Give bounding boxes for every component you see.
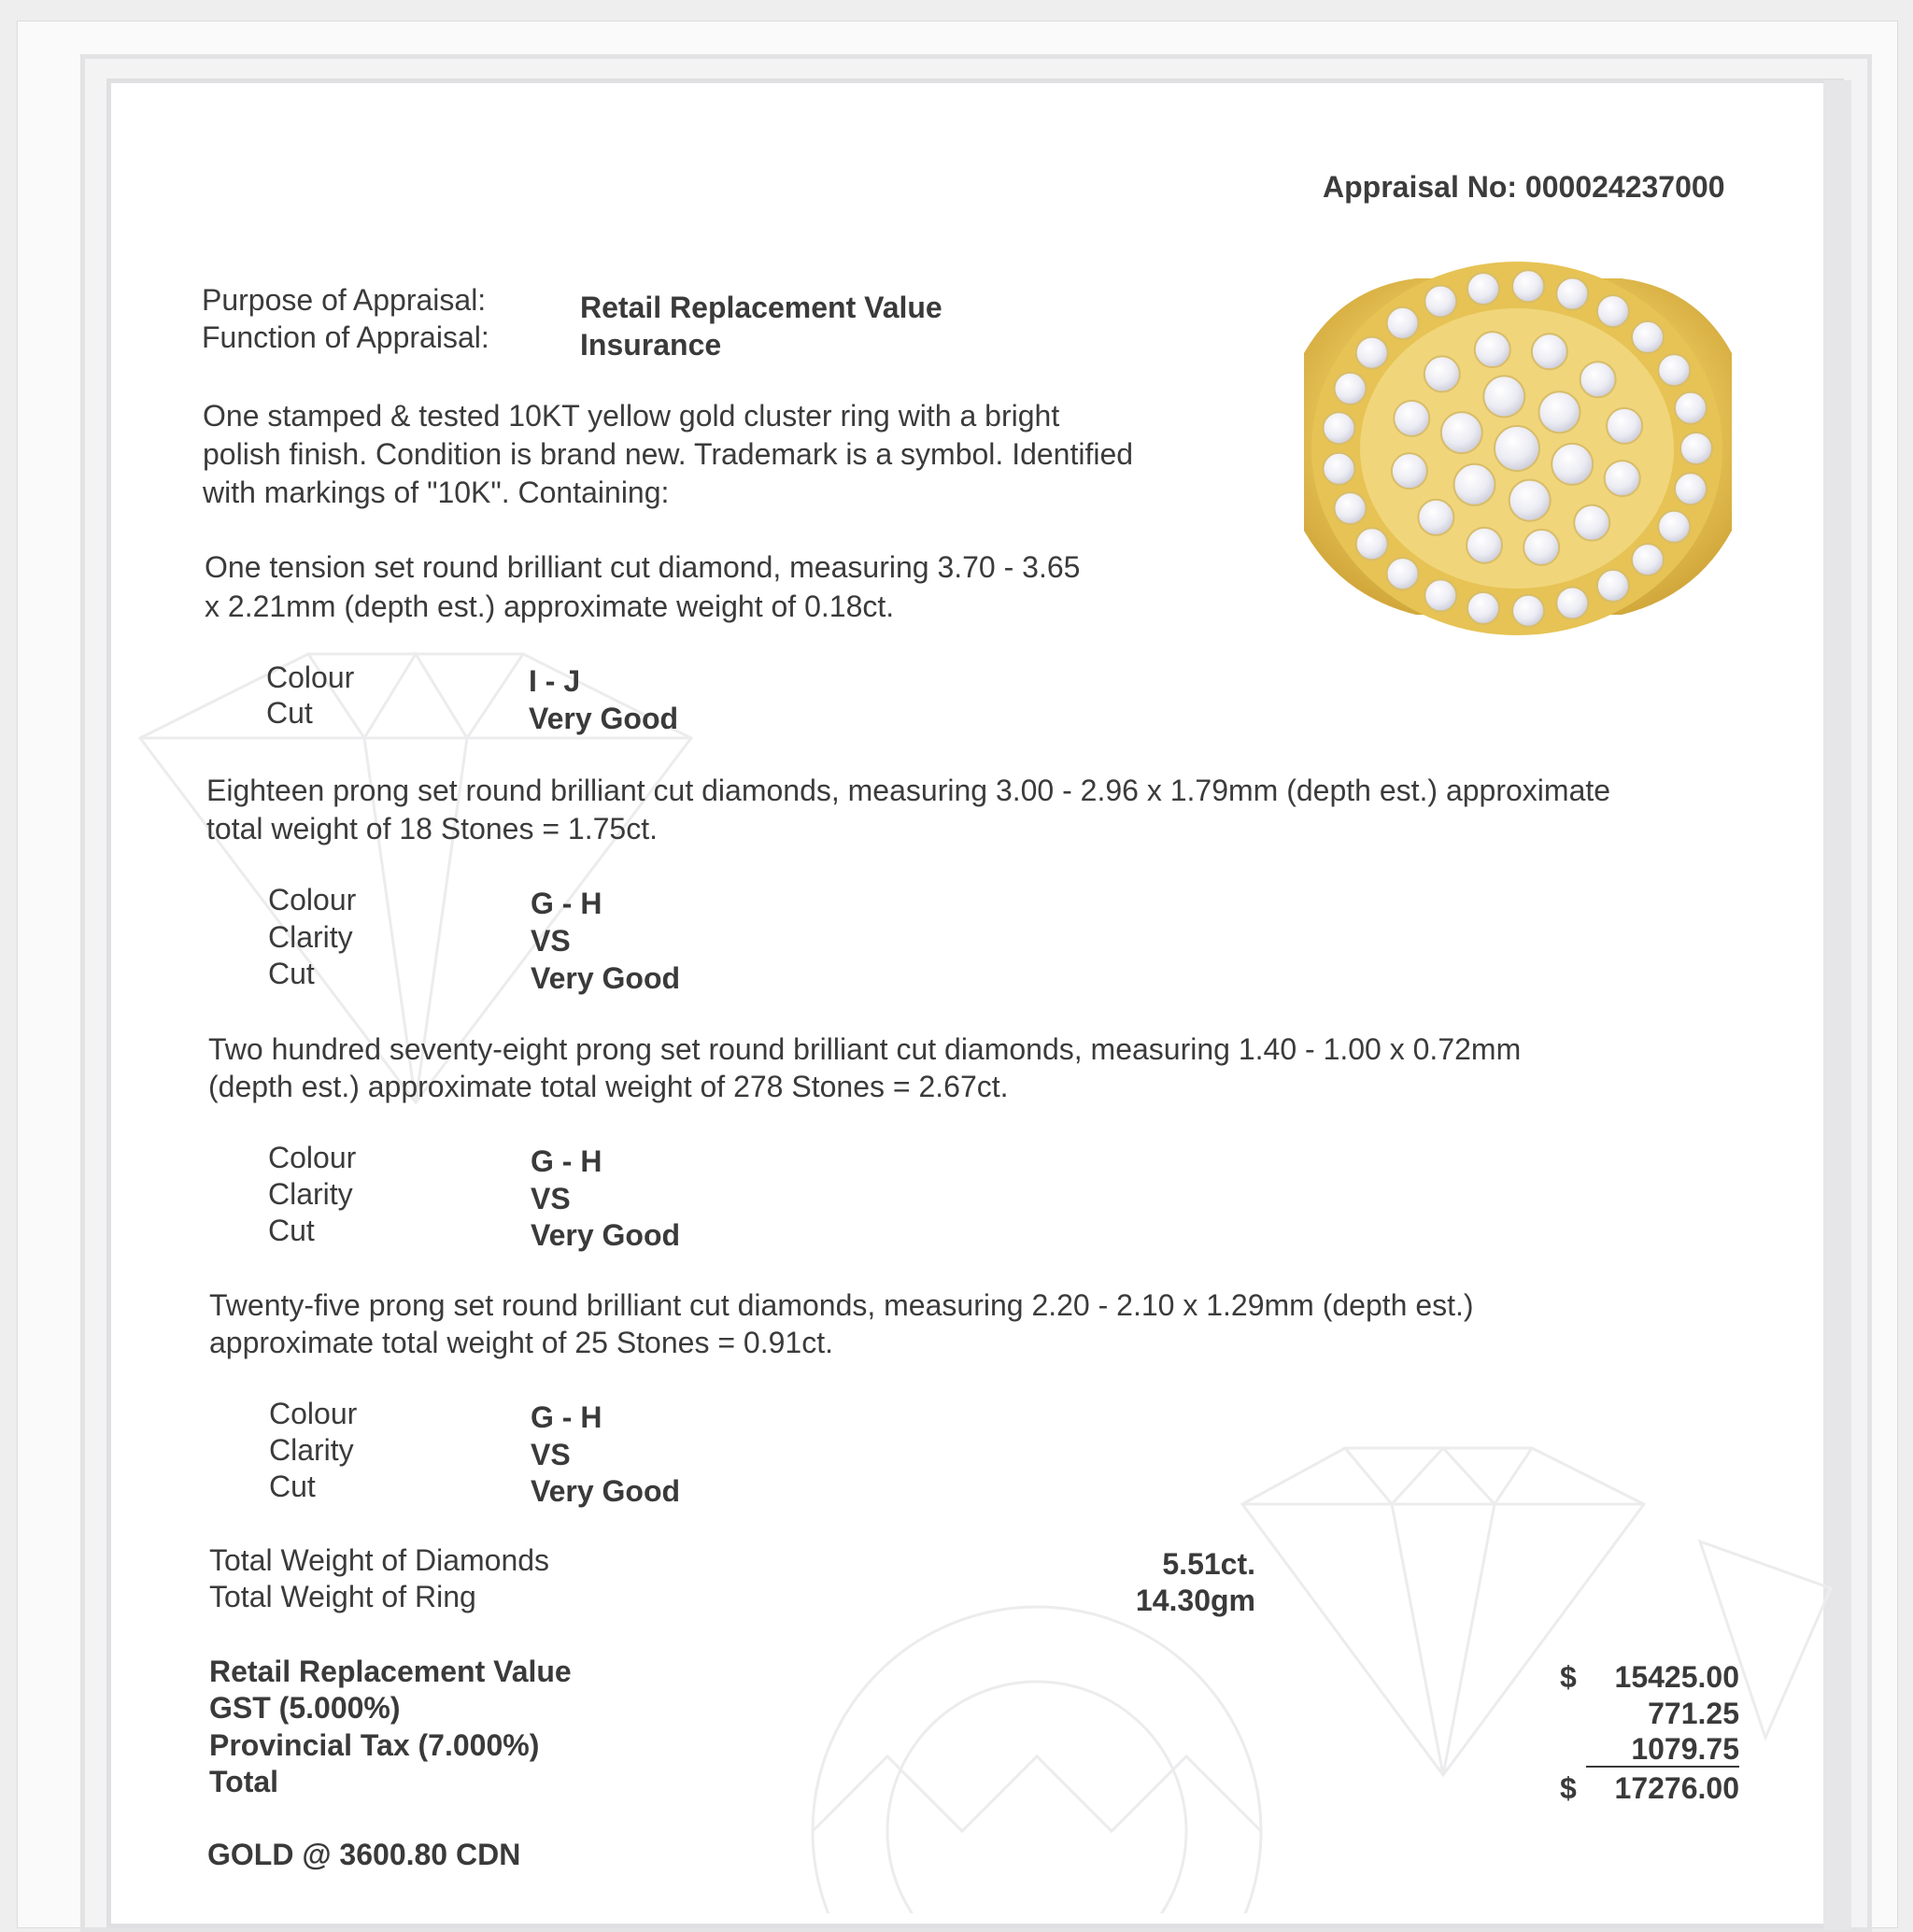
stone-description: One tension set round brilliant cut diamond, measuring 3.70 - 3.65 <box>205 550 1081 584</box>
purpose-label: Purpose of Appraisal: <box>202 283 487 317</box>
spec-label: Cut <box>266 696 313 730</box>
spec-label: Cut <box>268 957 315 990</box>
description-line: polish finish. Condition is brand new. Trademark is a symbol. Identified <box>203 437 1134 471</box>
spec-value: G - H <box>531 1400 602 1434</box>
spec-value: VS <box>531 1438 571 1471</box>
cluster-diamond <box>1424 356 1460 391</box>
cluster-diamond <box>1532 334 1567 369</box>
cluster-diamond <box>1418 500 1453 535</box>
gold-price: GOLD @ 3600.80 CDN <box>207 1838 521 1871</box>
total-value: 17276.00 <box>1614 1771 1739 1805</box>
halo-diamond <box>1335 373 1367 405</box>
halo-diamond <box>1675 473 1707 504</box>
sum-divider <box>1586 1766 1739 1768</box>
function-label: Function of Appraisal: <box>202 320 489 354</box>
halo-diamond <box>1424 579 1456 611</box>
spec-label: Cut <box>268 1214 315 1247</box>
frame-edge <box>1823 80 1851 1930</box>
total-diamonds-label: Total Weight of Diamonds <box>209 1543 550 1577</box>
halo-diamond <box>1387 307 1419 339</box>
cluster-diamond <box>1539 391 1580 433</box>
spec-label: Clarity <box>268 920 353 954</box>
currency-symbol: $ <box>1560 1660 1577 1694</box>
halo-diamond <box>1597 570 1629 602</box>
halo-diamond <box>1632 544 1664 575</box>
cluster-diamond <box>1607 408 1642 444</box>
spec-value: Very Good <box>529 702 679 735</box>
spec-label: Colour <box>269 1397 358 1430</box>
purpose-value: Retail Replacement Value <box>580 291 942 324</box>
halo-diamond <box>1597 295 1629 327</box>
halo-diamond <box>1512 595 1544 627</box>
stone-description: total weight of 18 Stones = 1.75ct. <box>206 812 658 845</box>
halo-diamond <box>1658 511 1690 543</box>
halo-diamond <box>1467 273 1499 305</box>
rrv-label: Retail Replacement Value <box>209 1655 572 1688</box>
function-value: Insurance <box>580 328 722 362</box>
halo-diamond <box>1356 337 1388 369</box>
spec-label: Clarity <box>268 1177 353 1211</box>
stone-description: x 2.21mm (depth est.) approximate weight of 0.18ct. <box>205 590 895 623</box>
spec-value: G - H <box>531 1144 602 1178</box>
cluster-diamond <box>1441 412 1482 453</box>
cluster-diamond <box>1483 376 1524 417</box>
halo-diamond <box>1424 286 1456 318</box>
cluster-diamond <box>1523 530 1559 565</box>
halo-diamond <box>1556 278 1588 310</box>
provincial-tax-value: 1079.75 <box>1631 1732 1739 1766</box>
cluster-diamond <box>1467 528 1502 563</box>
gst-value: 771.25 <box>1648 1697 1739 1730</box>
halo-diamond <box>1335 492 1367 524</box>
spec-value: I - J <box>529 664 581 698</box>
spec-label: Colour <box>268 883 357 916</box>
total-ring-value: 14.30gm <box>1135 1584 1255 1617</box>
cluster-diamond <box>1509 480 1551 521</box>
spec-label: Clarity <box>269 1433 354 1467</box>
cluster-diamond <box>1580 362 1616 397</box>
stone-description: Twenty-five prong set round brilliant cut diamonds, measuring 2.20 - 2.10 x 1.29mm (depth est.) <box>209 1288 1474 1322</box>
halo-diamond <box>1556 588 1588 619</box>
stone-description: Eighteen prong set round brilliant cut diamonds, measuring 3.00 - 2.96 x 1.79mm (depth est.) approximate <box>206 774 1611 807</box>
spec-label: Colour <box>266 661 355 694</box>
stone-description: Two hundred seventy-eight prong set round brilliant cut diamonds, measuring 1.40 - 1.00 x 0.72mm <box>208 1032 1522 1066</box>
cluster-diamond <box>1605 461 1640 496</box>
total-diamonds-value: 5.51ct. <box>1162 1547 1255 1581</box>
description-line: with markings of "10K". Containing: <box>203 476 670 509</box>
stone-description: (depth est.) approximate total weight of 278 Stones = 2.67ct. <box>208 1070 1009 1103</box>
cluster-diamond <box>1475 332 1510 367</box>
spec-value: G - H <box>531 887 602 920</box>
spec-value: VS <box>531 1182 571 1215</box>
gst-label: GST (5.000%) <box>209 1691 401 1725</box>
cluster-diamond <box>1394 401 1429 436</box>
cluster-diamond <box>1574 505 1609 541</box>
cluster-diamond <box>1392 453 1427 489</box>
stone-description: approximate total weight of 25 Stones = 0.91ct. <box>209 1326 833 1359</box>
halo-diamond <box>1324 453 1355 485</box>
halo-diamond <box>1680 433 1712 464</box>
currency-symbol: $ <box>1560 1771 1577 1805</box>
cluster-diamond <box>1552 444 1593 485</box>
halo-diamond <box>1467 592 1499 624</box>
spec-value: Very Good <box>531 1218 681 1252</box>
ring-image <box>1285 250 1749 641</box>
cluster-diamond <box>1495 426 1539 471</box>
description-line: One stamped & tested 10KT yellow gold cluster ring with a bright <box>203 399 1060 433</box>
halo-diamond <box>1387 558 1419 590</box>
spec-label: Cut <box>269 1470 316 1503</box>
halo-diamond <box>1324 412 1355 444</box>
provincial-tax-label: Provincial Tax (7.000%) <box>209 1728 540 1762</box>
total-label: Total <box>209 1765 279 1798</box>
halo-diamond <box>1675 392 1707 424</box>
total-ring-label: Total Weight of Ring <box>209 1580 476 1613</box>
rrv-value: 15425.00 <box>1614 1660 1739 1694</box>
spec-label: Colour <box>268 1141 357 1174</box>
halo-diamond <box>1658 354 1690 386</box>
spec-value: Very Good <box>531 1474 681 1508</box>
halo-diamond <box>1356 528 1388 560</box>
spec-value: Very Good <box>531 961 681 995</box>
spec-value: VS <box>531 924 571 958</box>
cluster-diamond <box>1454 464 1495 505</box>
halo-diamond <box>1632 321 1664 353</box>
appraisal-number: Appraisal No: 000024237000 <box>1323 170 1725 204</box>
halo-diamond <box>1512 270 1544 302</box>
